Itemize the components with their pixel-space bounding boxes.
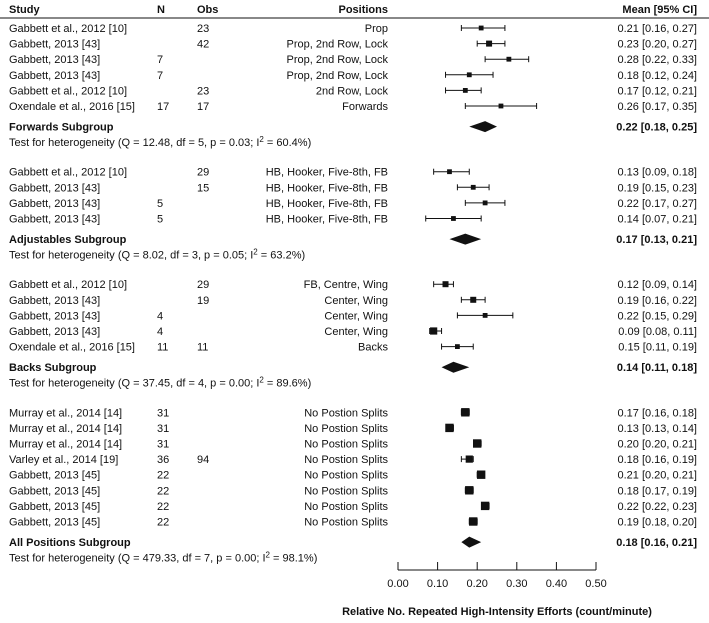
header-study: Study [9,4,40,16]
study-n: 17 [157,101,170,113]
x-axis-tick-label: 0.30 [506,578,528,590]
heterogeneity-text: Test for heterogeneity (Q = 12.48, df = 5, p = 0.03; $I^2 = 60.4\%$) [9,134,312,150]
study-point-estimate [486,41,492,47]
heterogeneity-text: Test for heterogeneity (Q = 479.33, df = 7, p = 0.00; $I^2 = 98.1\%$) [9,550,318,565]
study-obs: 29 [197,279,210,292]
subgroup-estimate-label: 0.18 [0.16, 0.21] [616,537,697,550]
subgroup-diamond [449,234,481,245]
study-positions: Center, Wing [324,310,388,323]
subgroup-label: All Positions Subgroup [9,537,131,550]
study-estimate-label: 0.13 [0.13, 0.14] [617,422,697,435]
study-label: Gabbett et al., 2012 [10] [9,279,128,292]
study-obs: 29 [197,166,210,179]
study-estimate-label: 0.28 [0.22, 0.33] [617,54,697,67]
study-n: 22 [157,485,170,498]
study-point-estimate [469,517,477,525]
study-n: 4 [157,326,164,338]
study-label: Murray et al., 2014 [14] [9,438,123,451]
study-estimate-label: 0.22 [0.15, 0.29] [617,310,697,323]
study-point-estimate [463,88,468,93]
study-label: Gabbett, 2013 [43] [9,294,101,307]
study-positions: Backs [358,341,388,354]
study-label: Gabbett, 2013 [43] [9,213,101,226]
study-label: Gabbett, 2013 [43] [9,38,101,51]
study-point-estimate [466,456,473,463]
x-axis-tick-label: 0.10 [426,578,449,590]
study-positions: Prop, 2nd Row, Lock [286,38,388,51]
study-estimate-label: 0.19 [0.18, 0.20] [617,516,697,529]
study-estimate-label: 0.13 [0.09, 0.18] [617,166,697,179]
x-axis-tick-label: 0.40 [545,578,568,590]
study-n: 7 [157,69,164,82]
study-obs: 11 [197,341,209,354]
header-positions: Positions [338,4,388,16]
study-obs: 17 [197,101,210,113]
subgroup-estimate-label: 0.14 [0.11, 0.18] [616,362,697,375]
study-n: 31 [157,422,170,435]
study-label: Gabbett, 2013 [43] [9,197,101,210]
study-point-estimate [447,169,452,174]
study-label: Gabbett et al., 2012 [10] [9,23,128,35]
study-point-estimate [465,486,473,494]
study-label: Gabbett et al., 2012 [10] [9,85,128,98]
study-point-estimate [430,327,437,334]
study-positions: Center, Wing [324,294,388,307]
study-label: Gabbett, 2013 [43] [9,69,101,82]
header-mean: Mean [95% CI] [622,4,697,16]
study-point-estimate [483,313,488,318]
subgroup-label: Backs Subgroup [9,362,97,375]
study-label: Gabbett, 2013 [43] [9,182,101,195]
study-positions: 2nd Row, Lock [315,85,388,98]
header-n: N [157,4,165,16]
header-obs: Obs [197,4,219,16]
study-estimate-label: 0.22 [0.17, 0.27] [617,197,697,210]
study-positions: No Postion Splits [304,469,388,482]
x-axis-label: Relative No. Repeated High-Intensity Efforts (count/minute) [342,606,652,618]
study-estimate-label: 0.21 [0.20, 0.21] [617,469,697,482]
study-estimate-label: 0.20 [0.20, 0.21] [617,438,697,451]
heterogeneity-text: Test for heterogeneity (Q = 8.02, df = 3, p = 0.05; $I^2 = 63.2\%$) [9,247,306,262]
study-estimate-label: 0.15 [0.11, 0.19] [618,341,697,354]
study-estimate-label: 0.21 [0.16, 0.27] [617,23,697,35]
subgroup-label: Forwards Subgroup [9,121,114,134]
study-n: 31 [157,438,170,451]
study-positions: No Postion Splits [304,516,388,529]
study-positions: Center, Wing [324,326,388,338]
study-obs: 15 [197,182,210,195]
study-estimate-label: 0.18 [0.16, 0.19] [617,454,697,467]
study-positions: FB, Centre, Wing [303,279,388,292]
study-estimate-label: 0.18 [0.12, 0.24] [617,69,697,82]
study-point-estimate [506,57,511,62]
study-positions: No Postion Splits [304,438,388,451]
study-point-estimate [473,439,481,447]
x-axis-tick-label: 0.00 [387,578,409,590]
study-n: 7 [157,54,164,67]
study-obs: 23 [197,23,210,35]
study-n: 4 [157,310,164,323]
study-n: 22 [157,469,170,482]
study-label: Murray et al., 2014 [14] [9,422,123,435]
x-axis-tick-label: 0.20 [466,578,488,590]
subgroup-estimate-label: 0.22 [0.18, 0.25] [616,121,697,134]
study-n: 5 [157,197,164,210]
study-estimate-label: 0.14 [0.07, 0.21] [617,213,697,226]
study-point-estimate [483,201,488,206]
study-n: 36 [157,454,170,467]
study-estimate-label: 0.26 [0.17, 0.35] [617,101,697,113]
subgroup-diamond [469,121,497,132]
study-point-estimate [477,471,485,479]
study-label: Varley et al., 2014 [19] [9,454,119,467]
subgroup-diamond [461,537,481,548]
study-label: Gabbett, 2013 [45] [9,516,101,529]
study-point-estimate [471,185,476,190]
study-obs: 23 [197,85,210,98]
study-label: Gabbett, 2013 [43] [9,326,101,338]
study-point-estimate [479,26,484,31]
study-estimate-label: 0.17 [0.16, 0.18] [617,407,697,420]
study-positions: HB, Hooker, Five-8th, FB [265,182,388,195]
study-estimate-label: 0.18 [0.17, 0.19] [617,485,697,498]
study-estimate-label: 0.12 [0.09, 0.14] [617,279,697,292]
study-estimate-label: 0.19 [0.16, 0.22] [617,294,697,307]
study-estimate-label: 0.22 [0.22, 0.23] [617,500,697,513]
study-positions: Prop [364,23,388,35]
study-obs: 19 [197,294,210,307]
study-obs: 94 [197,454,210,467]
study-positions: Prop, 2nd Row, Lock [286,54,388,67]
subgroup-diamond [442,362,470,373]
study-label: Gabbett, 2013 [43] [9,310,101,323]
study-n: 11 [157,341,169,354]
study-label: Gabbett, 2013 [45] [9,485,101,498]
study-positions: No Postion Splits [304,500,388,513]
study-positions: No Postion Splits [304,407,388,420]
study-label: Murray et al., 2014 [14] [9,407,123,420]
study-point-estimate [445,424,453,432]
study-positions: Forwards [342,101,388,113]
study-point-estimate [443,281,449,287]
study-positions: No Postion Splits [304,485,388,498]
study-positions: HB, Hooker, Five-8th, FB [265,166,388,179]
study-estimate-label: 0.19 [0.15, 0.23] [617,182,697,195]
study-n: 5 [157,213,164,226]
study-label: Oxendale et al., 2016 [15] [9,341,135,354]
study-positions: HB, Hooker, Five-8th, FB [265,197,388,210]
study-label: Gabbett, 2013 [43] [9,54,101,67]
study-n: 31 [157,407,170,420]
study-estimate-label: 0.09 [0.08, 0.11] [618,326,697,338]
study-point-estimate [451,216,456,221]
study-label: Gabbett et al., 2012 [10] [9,166,128,179]
study-point-estimate [470,297,476,303]
study-label: Gabbett, 2013 [45] [9,469,101,482]
study-positions: No Postion Splits [304,454,388,467]
study-label: Gabbett, 2013 [45] [9,500,101,513]
study-point-estimate [499,104,504,109]
study-n: 22 [157,516,170,529]
study-positions: Prop, 2nd Row, Lock [286,69,388,82]
study-n: 22 [157,500,170,513]
heterogeneity-text: Test for heterogeneity (Q = 37.45, df = 4, p = 0.00; $I^2 = 89.6\%$) [9,375,312,390]
study-positions: No Postion Splits [304,422,388,435]
subgroup-estimate-label: 0.17 [0.13, 0.21] [616,234,697,247]
study-point-estimate [481,502,489,510]
study-point-estimate [467,72,472,77]
study-estimate-label: 0.17 [0.12, 0.21] [617,85,697,98]
study-label: Oxendale et al., 2016 [15] [9,101,135,113]
study-point-estimate [455,344,460,349]
study-positions: HB, Hooker, Five-8th, FB [265,213,388,226]
study-point-estimate [461,408,469,416]
study-obs: 42 [197,38,210,51]
x-axis-tick-label: 0.50 [585,578,607,590]
subgroup-label: Adjustables Subgroup [9,234,127,247]
study-estimate-label: 0.23 [0.20, 0.27] [617,38,697,51]
